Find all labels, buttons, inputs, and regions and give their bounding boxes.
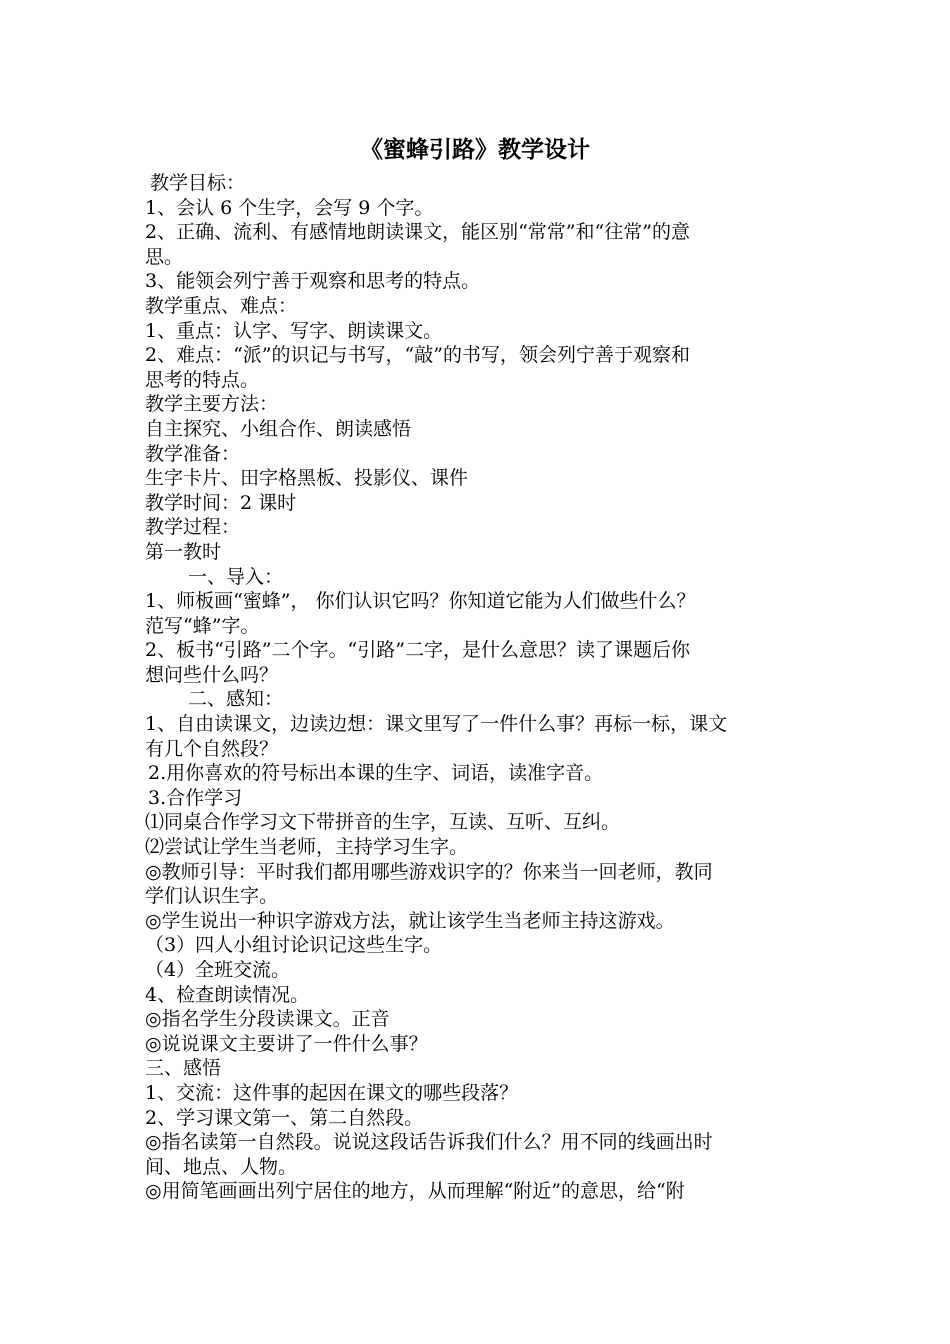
paragraph-line: 自主探究、小组合作、朗读感悟: [145, 417, 412, 440]
step-heading-perception: 二、感知：: [188, 688, 284, 711]
paragraph-line: ◎指名读第一自然段。说说这段话告诉我们什么？用不同的线画出时: [145, 1131, 713, 1154]
paragraph-line: 1、重点：认字、写字、朗读课文。: [145, 319, 443, 342]
paragraph-line: 2、难点：“派”的识记与书写，“敲”的书写，领会列宁善于观察和: [145, 344, 690, 367]
document-body: [145, 171, 810, 1204]
paragraph-line: （4）全班交流。: [145, 959, 291, 981]
paragraph-line: ⑴同桌合作学习文下带拼音的生字，互读、互听、互纠。: [145, 811, 621, 834]
paragraph-line: 范写“蜂”字。: [145, 614, 260, 637]
paragraph-line: 3、能领会列宁善于观察和思考的特点。: [145, 270, 481, 293]
paragraph-line: ◎教师引导：平时我们都用哪些游戏识字的？你来当一回老师，教同: [145, 860, 713, 883]
paragraph-line: 3.合作学习: [148, 786, 243, 809]
paragraph-line: 间、地点、人物。: [145, 1155, 298, 1178]
paragraph-line: ◎说说课文主要讲了一件什么事？: [145, 1032, 428, 1055]
paragraph-line: 1、会认 6 个生字，会写 9 个字。: [145, 196, 434, 219]
paragraph-line: 4、检查朗读情况。: [145, 983, 310, 1006]
section-heading-preparation: 教学准备：: [145, 442, 241, 465]
section-heading-methods: 教学主要方法：: [145, 393, 279, 416]
paragraph-line: ◎学生说出一种识字游戏方法，就让该学生当老师主持这游戏。: [145, 909, 675, 932]
section-heading-objectives: 教学目标：: [150, 172, 246, 194]
paragraph-line: 1、自由读课文，边读边想：课文里写了一件什么事？再标一标，课文: [145, 713, 728, 736]
paragraph-line: 想问些什么吗？: [145, 663, 279, 686]
paragraph-line: 思。: [145, 245, 184, 268]
paragraph-line: 教学时间：2 课时: [145, 491, 297, 514]
paragraph-line: ⑵尝试让学生当老师，主持学习生字。: [145, 836, 469, 859]
paragraph-line: 学们认识生字。: [145, 885, 279, 908]
paragraph-line: 2.用你喜欢的符号标出本课的生字、词语，读准字音。: [148, 762, 604, 785]
section-heading-key-points: 教学重点、难点：: [145, 294, 298, 317]
paragraph-line: ◎指名学生分段读课文。正音: [145, 1008, 390, 1031]
paragraph-line: 有几个自然段？: [145, 737, 279, 760]
paragraph-line: 2、板书“引路”二个字。“引路”二字，是什么意思？读了课题后你: [145, 639, 690, 662]
paragraph-line: （3）四人小组讨论识记这些生字。: [145, 934, 443, 957]
step-heading-understanding: 三、感悟: [145, 1057, 222, 1080]
section-heading-process: 教学过程：: [145, 516, 241, 539]
paragraph-line: 1、交流：这件事的起因在课文的哪些段落？: [145, 1081, 519, 1104]
paragraph-line: 思考的特点。: [145, 368, 260, 391]
paragraph-line: 2、正确、流利、有感情地朗读课文，能区别“常常”和“往常”的意: [145, 221, 690, 244]
paragraph-line: 1、师板画“蜜蜂”， 你们认识它吗？你知道它能为人们做些什么？: [145, 590, 696, 613]
step-heading-intro: 一、导入：: [188, 565, 284, 588]
section-heading-first-lesson: 第一教时: [145, 540, 222, 563]
paragraph-line: 2、学习课文第一、第二自然段。: [145, 1106, 424, 1129]
paragraph-line: ◎用简笔画画出列宁居住的地方，从而理解“附近”的意思，给“附: [145, 1180, 685, 1203]
document-title: 《蜜蜂引路》教学设计: [360, 136, 590, 163]
paragraph-line: 生字卡片、田字格黑板、投影仪、课件: [145, 467, 469, 490]
